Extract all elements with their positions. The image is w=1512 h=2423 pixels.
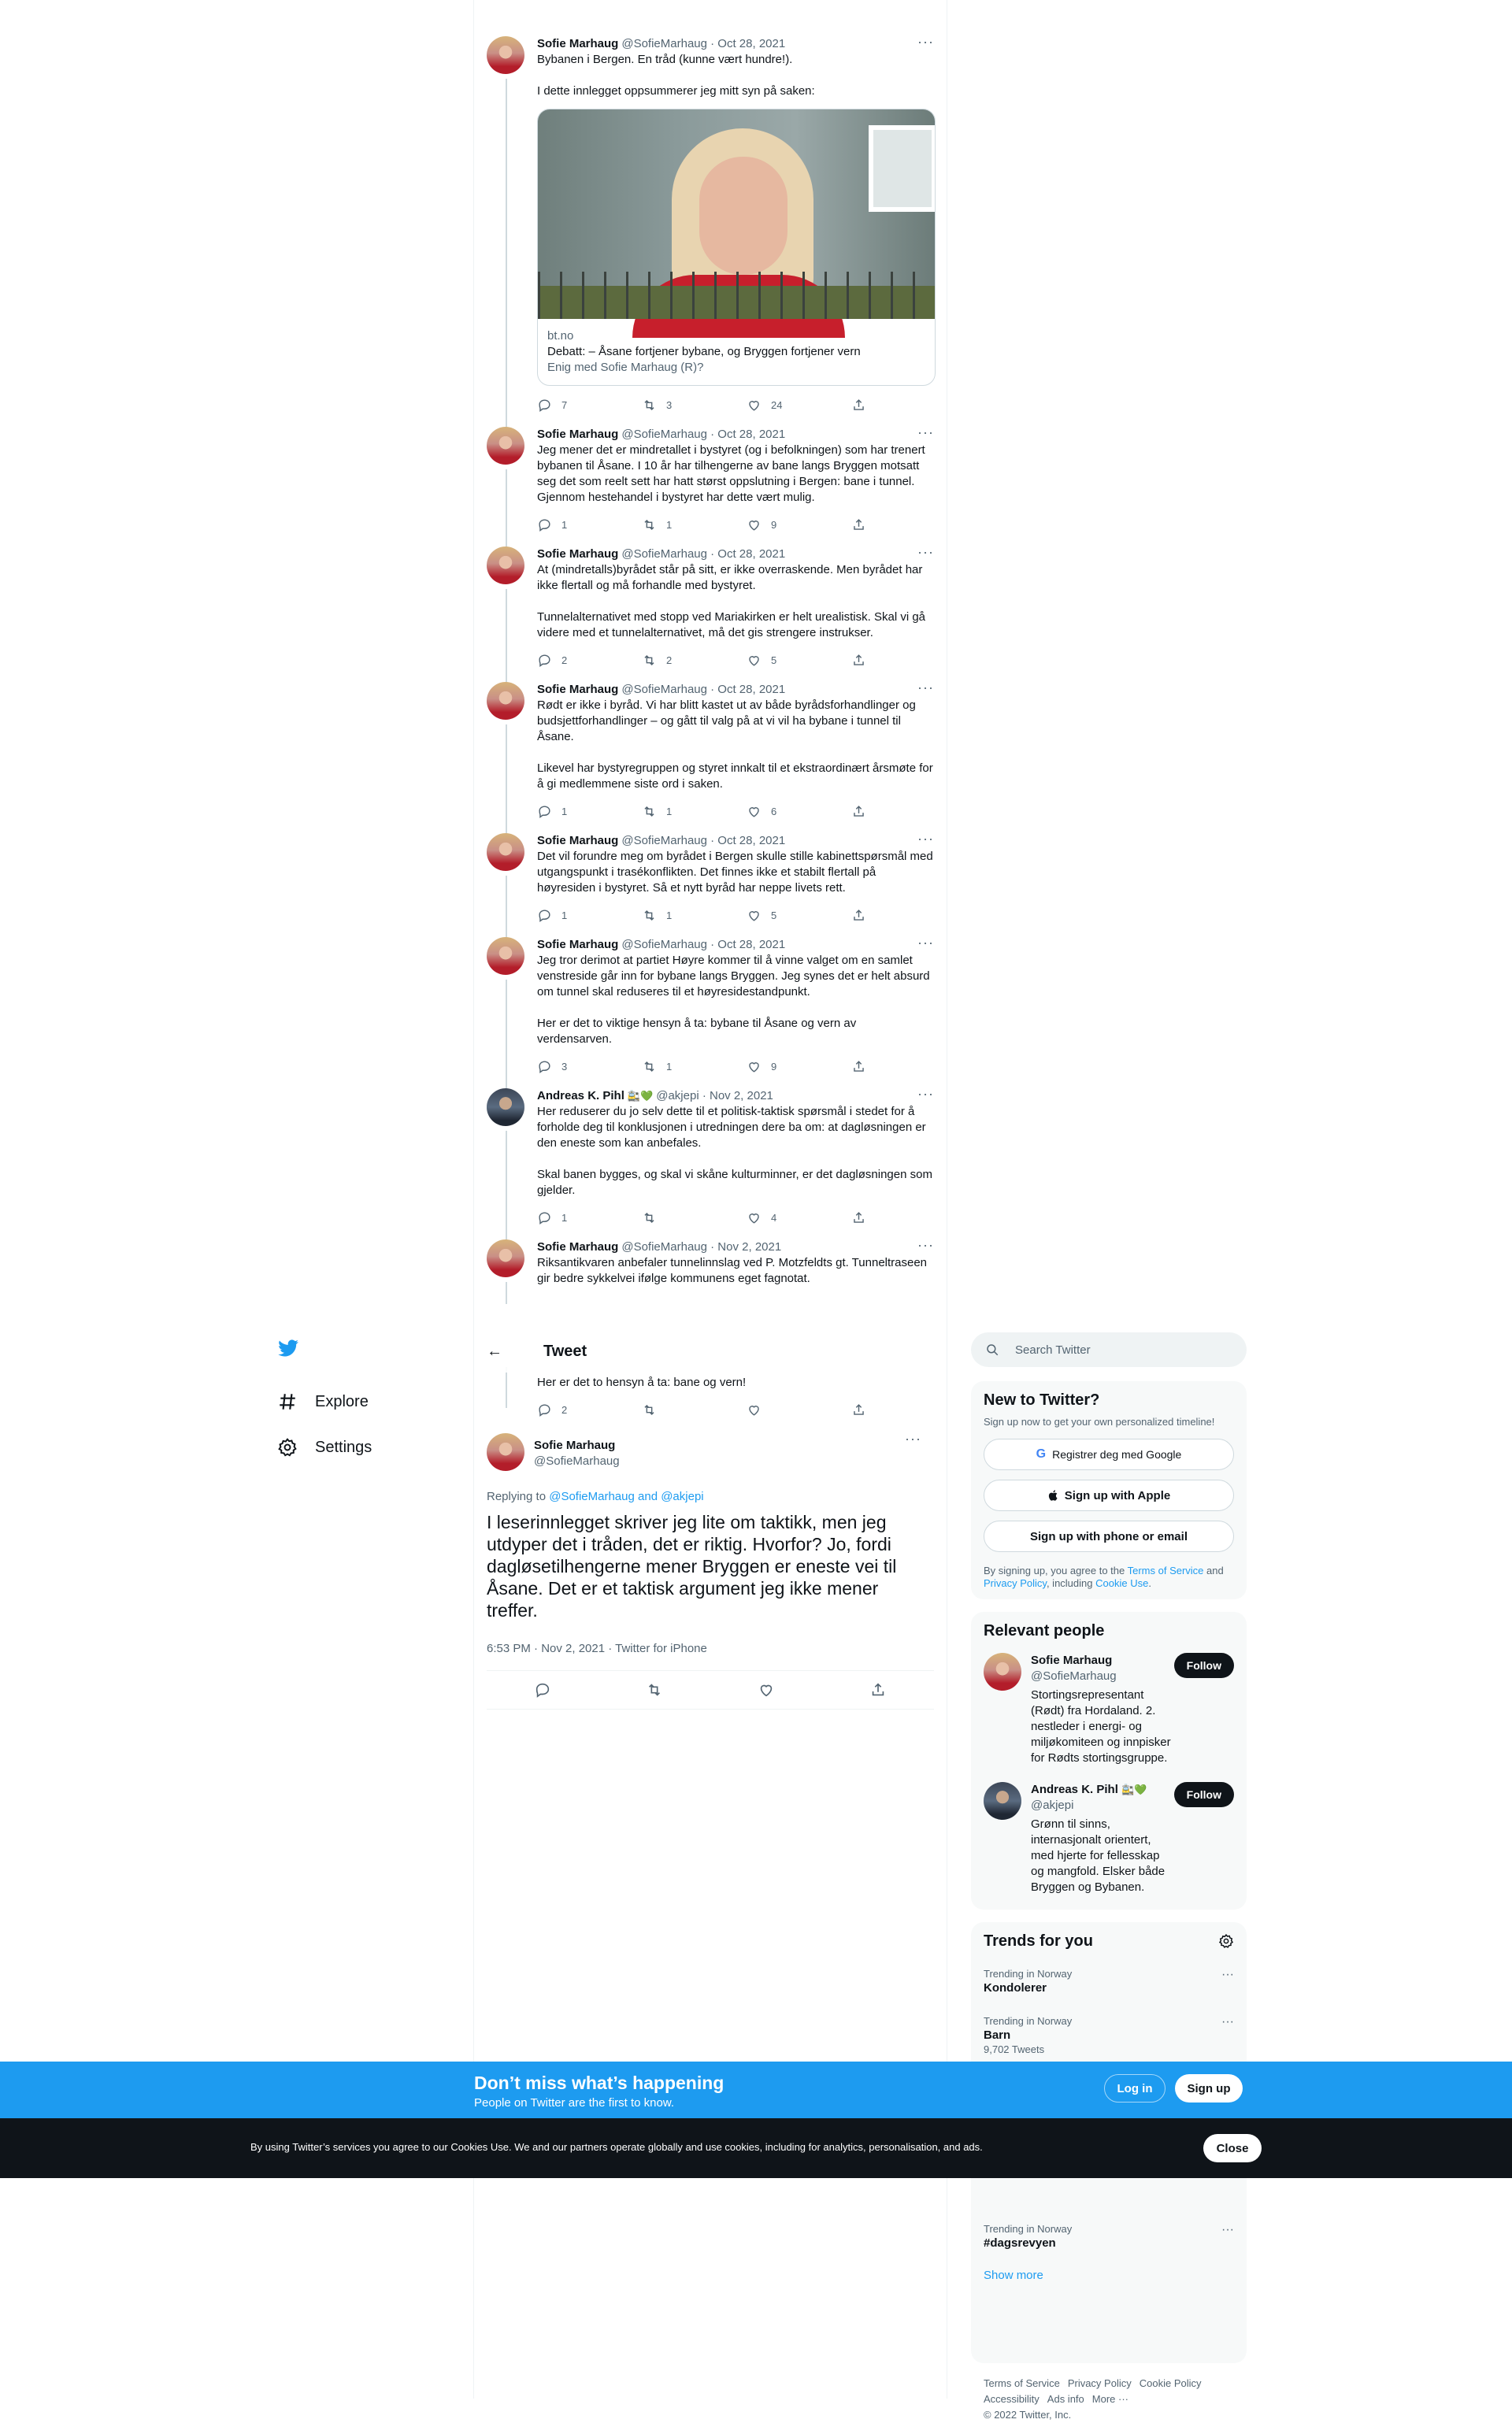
thread-line <box>506 1131 507 1246</box>
retweet-icon[interactable] <box>646 1681 663 1699</box>
footer-ads[interactable]: Ads info <box>1047 2393 1084 2405</box>
thread-tweet[interactable] <box>474 1088 947 1239</box>
share-button[interactable] <box>851 398 876 413</box>
person-handle: @akjepi <box>1031 1799 1074 1812</box>
tweet-actions <box>537 394 934 416</box>
thread-line <box>506 469 507 553</box>
author-handle[interactable]: @SofieMarhaug · Oct 28, 2021 <box>621 834 786 847</box>
thread-line <box>506 724 507 839</box>
thread-line <box>506 589 507 688</box>
retweet-icon <box>642 517 657 532</box>
author-handle[interactable]: @akjepi · Nov 2, 2021 <box>656 1089 773 1102</box>
heart-icon <box>747 1059 762 1074</box>
retweet-count: 1 <box>666 1060 673 1073</box>
replying-prefix: Replying to <box>487 1490 550 1503</box>
author-handle[interactable]: @SofieMarhaug · Oct 28, 2021 <box>621 37 786 50</box>
author-name[interactable]: Sofie Marhaug <box>537 683 619 696</box>
like-button[interactable] <box>747 908 851 923</box>
reply-button[interactable] <box>537 1402 642 1417</box>
tweet-actions <box>537 1206 934 1228</box>
trend-context: Trending in Norway <box>984 2223 1073 2235</box>
footer-privacy[interactable]: Privacy Policy <box>1067 2377 1132 2389</box>
retweet-button[interactable] <box>642 1059 747 1074</box>
more-icon[interactable]: ··· <box>917 1086 934 1102</box>
share-button[interactable] <box>851 517 876 532</box>
tweet-text: Her er det to hensyn å ta: bane og vern! <box>537 1376 747 1389</box>
nav-settings-label: Settings <box>315 1438 372 1456</box>
relevant-people-panel <box>971 1612 1247 1910</box>
reply-count: 2 <box>561 1403 568 1416</box>
sidebar <box>971 1332 1247 2423</box>
retweet-count: 1 <box>666 909 673 921</box>
heart-icon <box>747 517 762 532</box>
trend-context: Trending in Norway <box>984 2015 1073 2027</box>
more-icon[interactable]: ··· <box>917 680 934 695</box>
thread <box>474 36 947 1298</box>
follow-button[interactable]: Follow <box>1174 1653 1234 1678</box>
main-tweet-header <box>487 1433 934 1477</box>
share-button[interactable] <box>851 1402 876 1417</box>
follow-button[interactable]: Follow <box>1174 1782 1234 1807</box>
twitter-logo-icon[interactable] <box>277 1337 299 1359</box>
apple-signup-button[interactable] <box>984 1480 1234 1511</box>
tweet-paragraph: Rødt er ikke i byråd. Vi har blitt kastet ut av både byrådsforhandlinger og budsjettforhandlinger – og gått til valg på at vi vil ha bybane i tunnel til Åsane. <box>537 698 916 743</box>
person-name[interactable]: Andreas K. Pihl <box>1031 1783 1118 1796</box>
reply-icon <box>537 804 552 819</box>
avatar[interactable] <box>487 1088 524 1126</box>
tweet-actions <box>537 1055 934 1077</box>
avatar[interactable] <box>487 833 524 871</box>
thread-line <box>506 980 507 1095</box>
reply-icon <box>537 1059 552 1074</box>
nav-explore[interactable] <box>277 1379 450 1425</box>
search-box[interactable] <box>971 1332 1247 1367</box>
author-name[interactable]: Sofie Marhaug <box>537 547 619 561</box>
author-handle[interactable]: @SofieMarhaug · Oct 28, 2021 <box>621 547 786 561</box>
main-tweet <box>474 1433 947 1710</box>
copyright: © 2022 Twitter, Inc. <box>984 2409 1072 2421</box>
tweet-actions <box>537 649 934 671</box>
sidebar-footer <box>971 2376 1247 2423</box>
reply-button[interactable] <box>537 1210 642 1225</box>
avatar[interactable] <box>487 36 524 74</box>
tweet-paragraph: Tunnelalternativet med stopp ved Mariakirken er helt urealistisk. Skal vi gå videre med et tunnelalternativet, må det gis strengere instrukser. <box>537 610 926 639</box>
reply-icon[interactable] <box>534 1681 551 1699</box>
phone-signup-label: Sign up with phone or email <box>1029 1529 1188 1543</box>
person-emoji: 🚉💚 <box>1121 1784 1147 1795</box>
reply-count: 3 <box>561 1060 568 1073</box>
left-nav <box>277 1337 450 1470</box>
trend-count: 9,702 Tweets <box>984 2043 1045 2055</box>
reply-icon <box>537 1210 552 1225</box>
close-cookie-button[interactable]: Close <box>1203 2134 1262 2162</box>
author-name[interactable]: Sofie Marhaug <box>537 37 619 50</box>
more-icon[interactable]: ··· <box>1221 2015 1234 2028</box>
footer-terms[interactable]: Terms of Service <box>984 2377 1060 2389</box>
search-icon <box>985 1343 999 1357</box>
trend-name: Kondolerer <box>984 1981 1047 1995</box>
like-button[interactable] <box>747 517 851 532</box>
trend-item[interactable] <box>984 2223 1234 2250</box>
privacy-link[interactable]: Privacy Policy <box>984 1577 1047 1589</box>
phone-signup-button[interactable] <box>984 1521 1234 1552</box>
author-name[interactable]: Sofie Marhaug <box>534 1439 616 1452</box>
retweet-button[interactable] <box>642 1210 747 1225</box>
person-bio: Grønn til sinns, internasjonalt orientert, med hjerte for fellesskap og mangfold. Elsker både Bryggen og Bybanen. <box>1031 1817 1166 1894</box>
legal-text: . <box>1148 1577 1151 1589</box>
person-name[interactable]: Sofie Marhaug <box>1031 1654 1113 1667</box>
tweet-actions <box>537 904 934 926</box>
retweet-icon <box>642 908 657 923</box>
like-count: 24 <box>771 398 783 411</box>
heart-icon <box>747 1402 762 1417</box>
card-domain: bt.no <box>547 329 574 343</box>
heart-icon <box>747 398 762 413</box>
tweet-paragraph: I dette innlegget oppsummerer jeg mitt syn på saken: <box>537 84 815 98</box>
like-button[interactable] <box>747 653 851 668</box>
tweet-paragraph: Riksantikvaren anbefaler tunnelinnslag ved P. Motzfeldts gt. Tunneltraseen gir bedre sykkelvei ifølge kommunens eget fagnotat. <box>537 1256 928 1285</box>
trends-title: Trends for you <box>984 1932 1093 1950</box>
author-name[interactable]: Andreas K. Pihl <box>537 1089 624 1102</box>
tweet-paragraph: Det vil forundre meg om byrådet i Bergen skulle stille kabinettspørsmål med utgangspunkt i trasékonflikten. Det finnes ikke et stabilt flertall på høyresiden i bystyret. Så et nytt byråd har neppe livets rett. <box>537 850 933 895</box>
avatar[interactable] <box>487 1239 524 1277</box>
thread-line <box>506 876 507 943</box>
reply-button[interactable] <box>537 908 642 923</box>
author-handle[interactable]: @SofieMarhaug · Oct 28, 2021 <box>621 938 786 951</box>
relevant-title: Relevant people <box>984 1622 1105 1639</box>
cookie-bar <box>0 2118 1512 2178</box>
retweet-button[interactable] <box>642 653 747 668</box>
like-button[interactable] <box>747 1402 851 1417</box>
reply-count: 1 <box>561 909 568 921</box>
reply-count: 2 <box>561 654 568 666</box>
retweet-button[interactable] <box>642 804 747 819</box>
share-icon[interactable] <box>869 1681 887 1699</box>
more-icon[interactable]: ··· <box>917 424 934 440</box>
nav-explore-label: Explore <box>315 1392 369 1410</box>
like-button[interactable] <box>747 804 851 819</box>
like-count: 9 <box>771 1060 777 1073</box>
avatar[interactable] <box>487 546 524 584</box>
tweet-header <box>474 1331 947 1373</box>
thread-tweet[interactable] <box>474 36 947 427</box>
trend-name: Barn <box>984 2028 1011 2042</box>
tweet-paragraph: Likevel har bystyregruppen og styret innkalt til et ekstraordinært årsmøte for å gi medlemmene siste ord i saken. <box>537 761 933 791</box>
like-count: 5 <box>771 654 777 666</box>
more-icon[interactable]: ··· <box>1221 2223 1234 2236</box>
apple-signup-label: Sign up with Apple <box>1064 1488 1171 1502</box>
heart-icon <box>747 804 762 819</box>
login-button[interactable]: Log in <box>1104 2074 1166 2103</box>
cookie-use-link[interactable]: Cookie Use <box>1095 1577 1149 1589</box>
reply-button[interactable] <box>537 398 642 413</box>
search-placeholder: Search Twitter <box>1015 1343 1091 1357</box>
more-icon[interactable]: ··· <box>917 831 934 847</box>
retweet-icon <box>642 398 657 413</box>
reply-count: 1 <box>561 805 568 817</box>
new-title: New to Twitter? <box>984 1391 1100 1409</box>
new-subtitle: Sign up now to get your own personalized timeline! <box>984 1416 1215 1428</box>
replying-to <box>487 1490 934 1503</box>
google-signup-label: Registrer deg med Google <box>1052 1448 1182 1461</box>
share-icon <box>851 908 866 923</box>
like-count: 4 <box>771 1211 777 1224</box>
retweet-button[interactable] <box>642 517 747 532</box>
avatar[interactable] <box>487 1433 524 1471</box>
like-button[interactable] <box>747 1059 851 1074</box>
like-count: 6 <box>771 805 777 817</box>
author-name[interactable]: Sofie Marhaug <box>537 1240 619 1254</box>
more-icon[interactable]: ··· <box>917 1237 934 1253</box>
retweet-count: 1 <box>666 805 673 817</box>
tweet-text <box>537 1104 934 1199</box>
more-icon[interactable]: ··· <box>917 544 934 560</box>
show-more-link[interactable]: Show more <box>984 2269 1043 2282</box>
page-title: Tweet <box>543 1343 587 1360</box>
reply-count: 1 <box>561 1211 568 1224</box>
like-count: 9 <box>771 518 777 531</box>
signup-bar <box>0 2062 1512 2118</box>
share-icon <box>851 1059 866 1074</box>
share-icon <box>851 1210 866 1225</box>
person-card[interactable] <box>984 1782 1234 1900</box>
link-card[interactable] <box>537 109 936 386</box>
retweet-button[interactable] <box>642 398 747 413</box>
tweet-paragraph: Jeg tror derimot at partiet Høyre kommer til å vinne valget om en samlet venstreside går inn for bybane langs Bryggen. Jeg synes det er helt absurd om tunnel skal reduseres til et høyresidestandpunkt. <box>537 954 930 998</box>
thread-tweet[interactable] <box>474 424 947 546</box>
legal-text: , including <box>1046 1577 1096 1589</box>
tweet-text <box>537 1255 934 1287</box>
share-icon <box>851 517 866 532</box>
author-name[interactable]: Sofie Marhaug <box>537 428 619 441</box>
more-icon[interactable]: ··· <box>1221 1968 1234 1981</box>
avatar[interactable] <box>984 1653 1021 1691</box>
share-button[interactable] <box>851 908 876 923</box>
tweet-actions <box>537 800 934 822</box>
trend-context: Trending in Norway <box>984 1968 1073 1980</box>
trends-lower <box>984 2223 1234 2288</box>
author-handle[interactable]: @SofieMarhaug · Oct 28, 2021 <box>621 683 786 696</box>
reply-icon <box>537 398 552 413</box>
gear-icon <box>277 1437 298 1458</box>
signup-bar-subtitle: People on Twitter are the first to know. <box>474 2096 675 2110</box>
terms-link[interactable]: Terms of Service <box>1127 1565 1204 1576</box>
tweet-actions <box>537 513 934 535</box>
new-to-twitter-panel <box>971 1381 1247 1599</box>
trend-item[interactable] <box>984 2015 1234 2055</box>
card-description: Enig med Sofie Marhaug (R)? <box>547 361 704 374</box>
author-name[interactable]: Sofie Marhaug <box>537 834 619 847</box>
tweet-paragraph: Jeg mener det er mindretallet i bystyret (og i befolkningen) som har trenert bybanen til Åsane. I 10 år har tilhengerne av bane langs Bryggen motsatt seg det som reelt sett har hatt størst oppslutning i Bergen: bane i tunnel. Gjennom hestehandel i bystyret har dette vært mulig. <box>537 443 925 504</box>
thread-line <box>506 1367 507 1408</box>
tweet-text <box>537 698 934 792</box>
retweet-count: 3 <box>666 398 673 411</box>
replying-to-link[interactable]: @SofieMarhaug and @akjepi <box>549 1490 704 1503</box>
retweet-icon <box>642 1402 657 1417</box>
peek-tweet[interactable] <box>474 1375 947 1421</box>
avatar[interactable] <box>984 1782 1021 1820</box>
tweet-paragraph: Skal banen bygges, og skal vi skåne kulturminner, er det dagløsningen som gjelder. <box>537 1168 932 1197</box>
heart-icon <box>747 908 762 923</box>
retweet-button[interactable] <box>642 1402 747 1417</box>
reply-button[interactable] <box>537 517 642 532</box>
main-tweet-text: I leserinnlegget skriver jeg lite om taktikk, men jeg utdyper det i tråden, det er riktig. Hvorfor? Jo, fordi dagløsetilhengerne mener Bryggen er eneste vei til Åsane. Det er et taktisk argument jeg ikke mener treffer. <box>487 1512 897 1621</box>
signup-bar-title: Don’t miss what’s happening <box>474 2073 724 2093</box>
retweet-count: 2 <box>666 654 673 666</box>
share-icon <box>851 398 866 413</box>
avatar[interactable] <box>487 937 524 975</box>
tweet-paragraph: Her er det to viktige hensyn å ta: bybane til Åsane og vern av verdensarven. <box>537 1017 857 1046</box>
back-arrow-icon[interactable]: ← <box>487 1343 502 1360</box>
card-photo <box>538 109 935 319</box>
tweet-paragraph: Her reduserer du jo selv dette til et politisk-taktisk spørsmål i stedet for å forholde deg til konklusjonen i utredningen dere ba om: at dagløsningen er den eneste som kan anbefales. <box>537 1105 926 1150</box>
nav-settings[interactable] <box>277 1425 450 1470</box>
legal-text: By signing up, you agree to the <box>984 1565 1128 1576</box>
reply-count: 7 <box>561 398 568 411</box>
retweet-icon <box>642 1059 657 1074</box>
google-icon: G <box>1036 1447 1047 1461</box>
retweet-icon <box>642 1210 657 1225</box>
heart-icon <box>747 653 762 668</box>
trend-item[interactable] <box>984 1968 1234 1995</box>
more-icon[interactable]: ··· <box>917 935 934 950</box>
heart-icon[interactable] <box>758 1681 775 1699</box>
reply-icon <box>537 653 552 668</box>
retweet-icon <box>642 804 657 819</box>
thread-line <box>506 1282 507 1304</box>
thread-tweet[interactable] <box>474 937 947 1088</box>
share-button[interactable] <box>851 804 876 819</box>
thread-line <box>506 79 507 433</box>
apple-icon <box>1047 1489 1060 1502</box>
reply-count: 1 <box>561 518 568 531</box>
reply-icon <box>537 517 552 532</box>
author-name[interactable]: Sofie Marhaug <box>537 938 619 951</box>
hashtag-icon <box>277 1391 298 1412</box>
legal-text: and <box>1203 1565 1224 1576</box>
main-tweet-actions <box>487 1670 934 1710</box>
signup-legal <box>984 1565 1234 1590</box>
like-button[interactable] <box>747 398 851 413</box>
signup-button[interactable]: Sign up <box>1175 2074 1243 2103</box>
author-handle[interactable]: @SofieMarhaug · Oct 28, 2021 <box>621 428 786 441</box>
share-icon <box>851 653 866 668</box>
tweet-paragraph: At (mindretalls)byrådet står på sitt, er ikke overraskende. Men byrådet har ikke flertall og må forhandle med bystyret. <box>537 563 923 592</box>
avatar[interactable] <box>487 682 524 720</box>
share-icon <box>851 804 866 819</box>
reply-button[interactable] <box>537 804 642 819</box>
tweet-actions <box>537 1399 947 1421</box>
tweet-paragraph: Bybanen i Bergen. En tråd (kunne vært hundre!). <box>537 53 793 66</box>
trend-name: #dagsrevyen <box>984 2236 1056 2250</box>
author-emoji: 🚉💚 <box>627 1090 654 1102</box>
tweet-text <box>537 849 934 896</box>
person-handle: @SofieMarhaug <box>1031 1669 1117 1683</box>
like-count: 5 <box>771 909 777 921</box>
tweet-timestamp[interactable]: 6:53 PM · Nov 2, 2021 · Twitter for iPhone <box>487 1642 707 1655</box>
person-card[interactable] <box>984 1653 1234 1766</box>
retweet-button[interactable] <box>642 908 747 923</box>
reply-icon <box>537 1402 552 1417</box>
person-bio: Stortingsrepresentant (Rødt) fra Hordaland. 2. nestleder i energi- og miljøkomiteen og innpisker for Rødts stortingsgruppe. <box>1031 1688 1171 1765</box>
share-button[interactable] <box>851 1210 876 1225</box>
avatar[interactable] <box>487 427 524 465</box>
footer-cookie[interactable]: Cookie Policy <box>1139 2377 1202 2389</box>
reply-button[interactable] <box>537 1059 642 1074</box>
reply-icon <box>537 908 552 923</box>
author-handle[interactable]: @SofieMarhaug <box>534 1454 620 1468</box>
share-button[interactable] <box>851 1059 876 1074</box>
tweet-text <box>537 52 934 99</box>
tweet-text <box>537 443 934 506</box>
tweet-text <box>537 562 934 641</box>
retweet-icon <box>642 653 657 668</box>
share-icon <box>851 1402 866 1417</box>
thread-tweet[interactable] <box>474 1239 947 1298</box>
author-handle[interactable]: @SofieMarhaug · Nov 2, 2021 <box>621 1240 782 1254</box>
heart-icon <box>747 1210 762 1225</box>
gear-icon[interactable] <box>1218 1933 1234 1949</box>
more-icon[interactable]: ··· <box>905 1431 921 1447</box>
footer-accessibility[interactable]: Accessibility <box>984 2393 1040 2405</box>
google-signup-button[interactable] <box>984 1439 1234 1470</box>
thread-tweet[interactable] <box>474 833 947 937</box>
thread-tweet[interactable] <box>474 682 947 833</box>
more-icon[interactable]: ··· <box>917 34 934 50</box>
share-button[interactable] <box>851 653 876 668</box>
like-button[interactable] <box>747 1210 851 1225</box>
card-title: Debatt: – Åsane fortjener bybane, og Bryggen fortjener vern <box>547 345 861 358</box>
thread-tweet[interactable] <box>474 546 947 682</box>
retweet-count: 1 <box>666 518 673 531</box>
reply-button[interactable] <box>537 653 642 668</box>
footer-more[interactable]: More ··· <box>1091 2393 1128 2405</box>
tweet-text <box>537 953 934 1047</box>
cookie-text: By using Twitter’s services you agree to our Cookies Use. We and our partners operate globally and use cookies, including for analytics, personalisation, and ads. <box>250 2141 983 2153</box>
